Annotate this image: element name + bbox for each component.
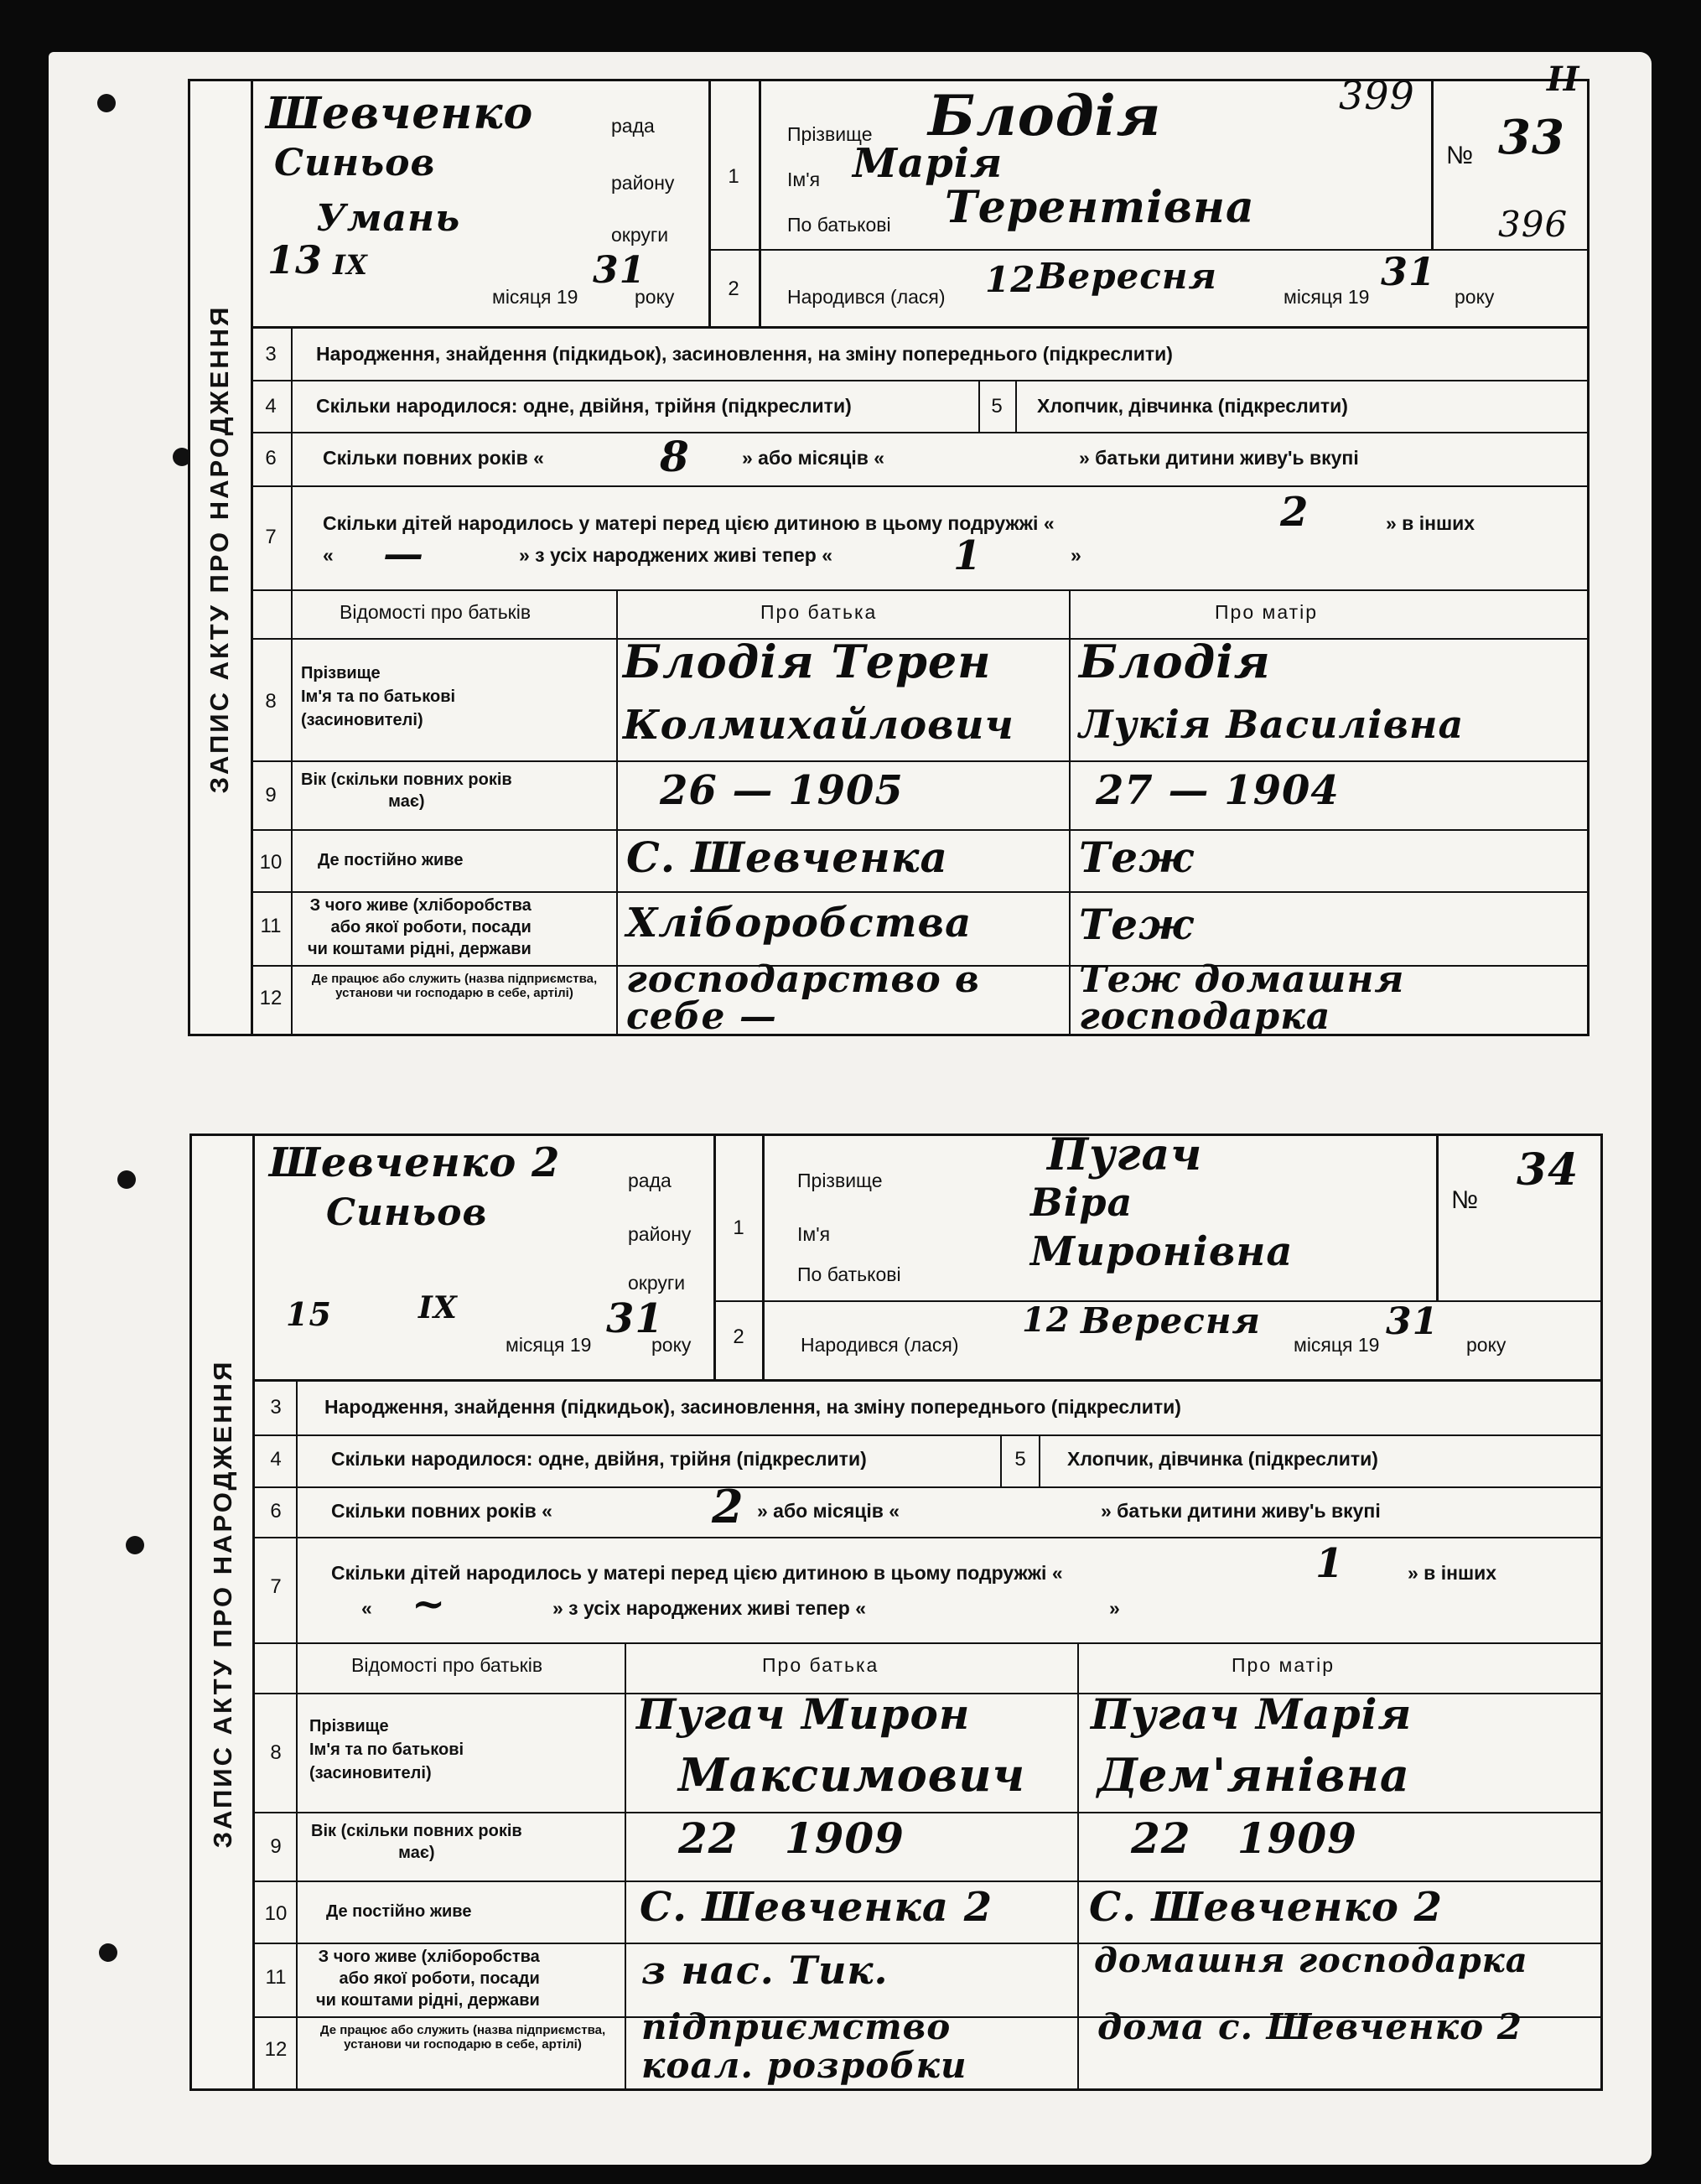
patronymic-label: По батькові [797, 1263, 901, 1285]
raion-value: Синьов [274, 142, 436, 184]
record-number-side: 399 [1339, 73, 1415, 118]
record-number: 33 [1498, 110, 1565, 165]
mother-residence: С. Шевченко 2 [1089, 1884, 1444, 1931]
birth-misyatsia-label: місяця 19 [1284, 286, 1370, 308]
raion-label: району [611, 172, 675, 194]
row7-label-b: » в інших [1386, 512, 1475, 534]
born-label: Народився (лася) [787, 286, 946, 308]
child-surname: Пугач [1047, 1129, 1203, 1180]
row10-label: Де постійно живе [326, 1902, 472, 1921]
raion-label: району [628, 1223, 692, 1245]
record-number-side2: 396 [1498, 204, 1569, 245]
row12-label: Де працює або служить (назва підприємства, установи чи господарю в себе, артілі) [319, 2023, 606, 2052]
punch-hole [97, 94, 116, 112]
row11-label: З чого живе (хліборобства або якої роботи, посади чи коштами рідні, держави [308, 896, 532, 958]
rada-value: Шевченко [266, 88, 534, 139]
row7-label-a: Скільки дітей народилось у матері перед цією дитиною в цьому подружжі « [331, 1562, 1063, 1584]
child-surname: Блодія [928, 83, 1162, 148]
row6-label-a: Скільки повних років « [331, 1500, 552, 1522]
birth-year: 31 [1381, 249, 1437, 294]
birth-day: 12 [1022, 1300, 1071, 1340]
mother-age: 27 — 1904 [1096, 767, 1340, 814]
row8-label: Прізвище Ім'я та по батькові (засиновителі) [309, 1717, 464, 1782]
birth-day: 12 [985, 259, 1036, 300]
reg-year: 31 [593, 249, 646, 292]
years-together: 8 [660, 432, 690, 481]
child-patronymic: Миронівна [1030, 1228, 1294, 1275]
father-living: з нас. Тик. [641, 1948, 889, 1993]
reg-misyatsia-label: місяця 19 [506, 1334, 592, 1356]
reg-roku-label: року [635, 286, 675, 308]
mother-living: домашня господарка [1094, 1941, 1528, 1980]
father-living: Хліборобства [626, 900, 972, 947]
number-label: № [1446, 142, 1474, 169]
row6-label-a: Скільки повних років « [323, 447, 544, 469]
children-this-marriage: 2 [1280, 489, 1309, 536]
surname-label: Прізвище [797, 1170, 883, 1191]
row7-label-d: » з усіх народжених живі тепер « [552, 1597, 867, 1619]
born-label: Народився (лася) [801, 1334, 959, 1356]
row7-label-a: Скільки дітей народилось у матері перед цією дитиною в цьому подружжі « [323, 512, 1055, 534]
record-side-title: ЗАПИС АКТУ ПРО НАРОДЖЕННЯ [205, 304, 234, 794]
mother-name-1: Блодія [1079, 635, 1271, 688]
reg-roku-label: року [651, 1334, 692, 1356]
father-residence: С. Шевченка 2 [640, 1884, 993, 1931]
mother-name-2: Дем'янівна [1097, 1748, 1410, 1802]
row7-label-b: » в інших [1408, 1562, 1497, 1584]
reg-day: 13 [267, 237, 324, 283]
row4-label: Скільки народилося: одне, двійня, трійня (підкреслити) [316, 395, 852, 417]
children-this-marriage: 1 [1315, 1540, 1345, 1587]
mother-residence: Теж [1079, 833, 1195, 882]
child-name: Віра [1030, 1180, 1133, 1225]
name-label: Ім'я [797, 1223, 831, 1245]
row7-label-e: » [1109, 1597, 1120, 1619]
surname-label: Прізвище [787, 123, 873, 145]
reg-misyatsia-label: місяця 19 [492, 286, 578, 308]
row11-label: З чого живе (хліборобства або якої роботи, посади чи коштами рідні, держави [316, 1948, 540, 2010]
father-name-1: Пугач Мирон [636, 1689, 971, 1739]
record-number: 34 [1517, 1144, 1579, 1196]
mother-header: Про матір [1232, 1654, 1335, 1676]
mother-work: дома с. Шевченко 2 [1097, 2006, 1523, 2047]
number-label: № [1451, 1186, 1479, 1214]
mother-age: 22 1909 [1131, 1813, 1357, 1863]
father-age: 26 — 1905 [660, 767, 904, 814]
birth-month: Вересня [1081, 1300, 1261, 1341]
child-name: Марія [853, 140, 1003, 187]
birth-record-2: ЗАПИС АКТУ ПРО НАРОДЖЕННЯ Шевченко 2 рада Синьов району округи 15 IX місяця 19 31 року 1 2 Прізвище Пугач Ім'я Віра По батькові Миронівна Народився (лася) 12 Вересня місяця 19 31 року № 34 3 Народження, знайдення (підкидьок), засиновлення, на зміну попереднього (підкреслити) 4 Скільки народилося: одне, двійня, трійня (підкреслити) 5 Хлопчик, дівчинка (підкреслити) 6 Скільки повних років « 2 » або місяців « » батьки дитини живу'ь вкупі 7 Скільки дітей народилось у матері перед цією дитиною в цьому подружжі « 1 » в інших « ~ » з усіх народжених живі тепер « » Відомості про батьків Про батька Про матір 8 Прізвище Ім'я та по батькові (засиновителі) Пугач Мирон Максимович Пугач Марія Дем'янівна 9 Вік (скільки повних років має) 22 1909 22 1909 10 Де постійно живе С. Шевченка 2 С. Шевченко 2 11 З чого живе (хліборобства або якої роботи, посади чи коштами рідні, держави з нас. Тик. домашня господарка 12 Де працює або служить (назва підприємства, установи чи господарю в себе, артілі) підприємство коал. розробки дома с. Шевченко 2 [189, 1134, 1603, 2091]
reg-year: 31 [606, 1295, 664, 1342]
birth-record-1: ЗАПИС АКТУ ПРО НАРОДЖЕННЯ Шевченко рада Синьов району Умань округи 13 IX місяця 19 31 року 1 2 Прізвище Блодія Ім'я Марія По батькові Терентівна Народився (лася) 12 Вересня місяця 19 31 року № 33 399 396 II 3 Народження, знайдення (підкидьок), засиновлення, на зміну попереднього (підкреслити) 4 Скільки народилося: одне, двійня, трійня (підкреслити) 5 Хлопчик, дівчинка (підкреслити) 6 Скільки повних років « 8 » або місяців « » батьки дитини живу'ь вкупі 7 Скільки дітей народилось у матері перед цією дитиною в цьому подружжі « 2 » в інших « — » з усіх народжених живі тепер « 1 » Відомості про батьків Про батька Про матір 8 Прізвище Ім'я та по батькові (засиновителі) Блодія Терен Колмихайлович Блодія Лукія Василівна 9 Вік (скільки повних років має) 26 — 1905 27 — 1904 10 Де постійно живе С. Шевченка Теж 11 З чого живе (хліборобства або якої роботи, посади чи коштами рідні, держави Хліборобства Теж 12 Де працює або служить (назва підприємства, установи чи господарю в себе, артілі) господарство в себе — Теж домашня господарка [188, 79, 1590, 1036]
row9-label: Вік (скільки повних років має) [311, 1822, 522, 1862]
mother-living: Теж [1079, 900, 1195, 949]
parents-header: Відомості про батьків [351, 1654, 543, 1676]
birth-misyatsia-label: місяця 19 [1294, 1334, 1380, 1356]
child-patronymic: Терентівна [945, 182, 1255, 233]
birth-roku-label: року [1466, 1334, 1507, 1356]
record-side-title: ЗАПИС АКТУ ПРО НАРОДЖЕННЯ [208, 1359, 237, 1849]
row8-label: Прізвище Ім'я та по батькові (засиновителі) [301, 664, 456, 729]
punch-hole [126, 1536, 144, 1554]
birth-roku-label: року [1455, 286, 1495, 308]
rada-label: рада [628, 1170, 672, 1191]
mother-work: Теж домашня господарка [1079, 958, 1405, 1038]
years-together: 2 [712, 1480, 744, 1533]
row3-label: Народження, знайдення (підкидьок), засиновлення, на зміну попереднього (підкреслити) [316, 343, 1173, 365]
row4-label: Скільки народилося: одне, двійня, трійня (підкреслити) [331, 1448, 867, 1470]
father-name-1: Блодія Терен [623, 635, 992, 688]
mother-name-1: Пугач Марія [1091, 1689, 1413, 1739]
row12-label: Де працює або служить (назва підприємства, установи чи господарю в себе, артілі) [311, 972, 598, 1000]
row7-label-d: » з усіх народжених живі тепер « [519, 544, 833, 566]
row6-label-c: » батьки дитини живу'ь вкупі [1101, 1500, 1381, 1522]
corner-mark: II [1547, 60, 1580, 99]
row6-label-c: » батьки дитини живу'ь вкупі [1079, 447, 1359, 469]
children-other: — [383, 531, 424, 578]
mother-header: Про матір [1215, 601, 1319, 623]
father-name-2: Колмихайлович [623, 702, 1014, 749]
birth-month: Вересня [1037, 256, 1217, 297]
reg-month: IX [418, 1290, 458, 1325]
okrug-value: Умань [316, 197, 461, 240]
row6-label-b: » або місяців « [742, 447, 885, 469]
father-name-2: Максимович [678, 1748, 1026, 1802]
parents-header: Відомості про батьків [340, 601, 532, 623]
name-label: Ім'я [787, 169, 821, 190]
row5-label: Хлопчик, дівчинка (підкреслити) [1067, 1448, 1378, 1470]
row10-label: Де постійно живе [318, 851, 464, 869]
patronymic-label: По батькові [787, 214, 891, 236]
row9-label: Вік (скільки повних років має) [301, 770, 512, 811]
row7-label-c: « [323, 544, 334, 566]
birth-year: 31 [1386, 1300, 1439, 1343]
mother-name-2: Лукія Василівна [1079, 702, 1465, 747]
row5-label: Хлопчик, дівчинка (підкреслити) [1037, 395, 1348, 417]
okrug-label: округи [611, 224, 669, 246]
reg-month: IX [333, 249, 368, 281]
punch-hole [99, 1943, 117, 1962]
rada-value: Шевченко 2 [269, 1139, 561, 1186]
father-work: господарство в себе — [626, 958, 980, 1038]
punch-hole [117, 1170, 136, 1189]
reg-day: 15 [286, 1295, 332, 1333]
father-residence: С. Шевченка [626, 833, 948, 882]
okrug-label: округи [628, 1272, 686, 1294]
father-header: Про батька [762, 1654, 879, 1676]
row7-label-e: » [1071, 544, 1081, 566]
children-other: ~ [412, 1580, 447, 1627]
row3-label: Народження, знайдення (підкидьок), засиновлення, на зміну попереднього (підкреслити) [324, 1396, 1181, 1418]
father-age: 22 1909 [678, 1813, 905, 1863]
raion-value: Синьов [326, 1191, 488, 1234]
father-header: Про батька [760, 601, 878, 623]
row7-label-c: « [361, 1597, 372, 1619]
living-now: 1 [953, 532, 983, 579]
father-work: підприємство коал. розробки [641, 2006, 967, 2086]
rada-label: рада [611, 115, 655, 137]
row6-label-b: » або місяців « [757, 1500, 900, 1522]
